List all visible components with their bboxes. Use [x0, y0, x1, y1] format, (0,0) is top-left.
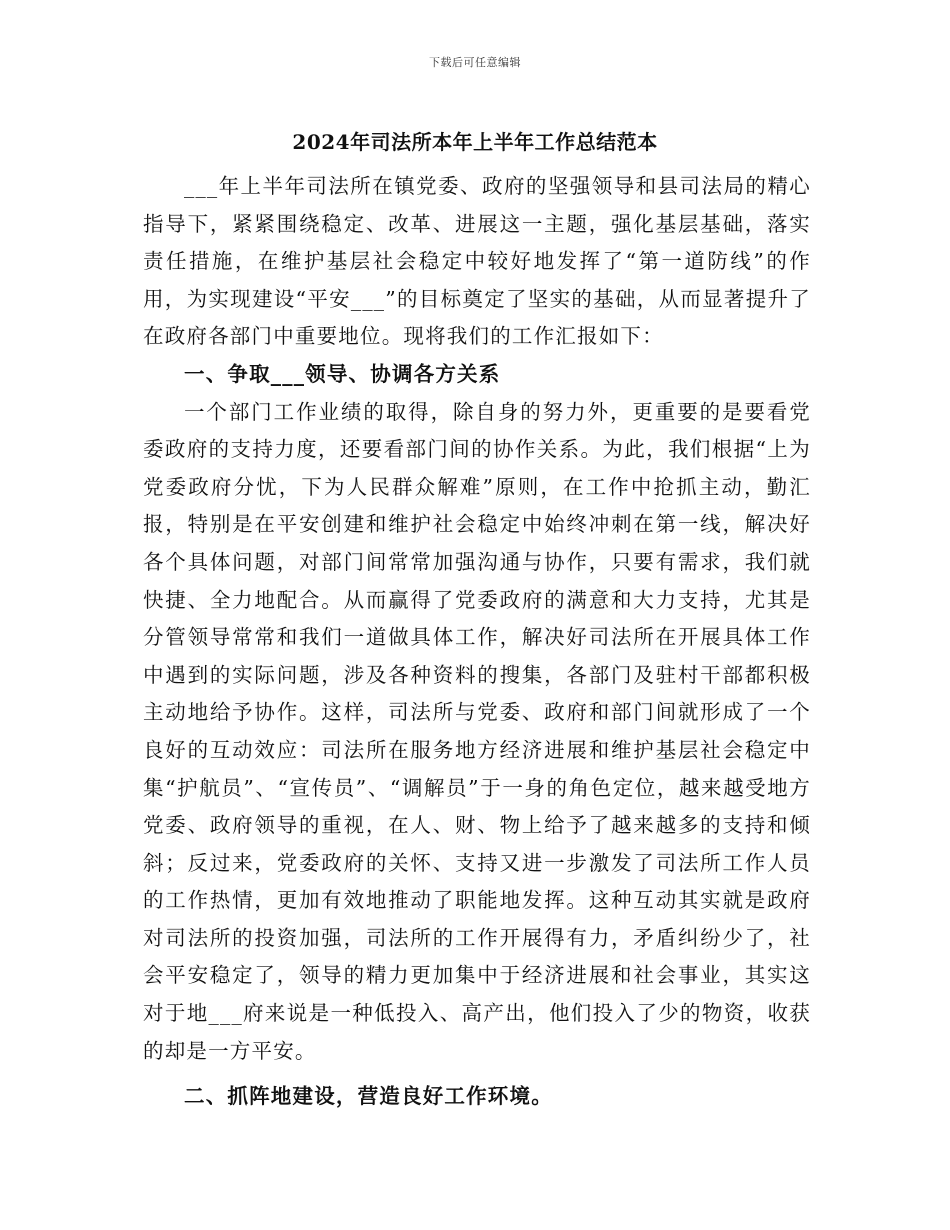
section-1-heading: 一、争取___领导、协调各方关系: [184, 361, 501, 386]
intro-paragraph: ___年上半年司法所在镇党委、政府的坚强领导和县司法局的精心指导下，紧紧围绕稳定、改革、进展这一主题，强化基层基础，落实责任措施，在维护基层社会稳定中较好地发挥了“第一道防线”的作用，为实现建设“平安___”的目标奠定了坚实的基础，从而显著提升了在政府各部门中重要地位。现将我们的工作汇报如下：: [143, 174, 811, 349]
section-1-paragraph: 一个部门工作业绩的取得，除自身的努力外，更重要的是要看党委政府的支持力度，还要看部门间的协作关系。为此，我们根据“上为党委政府分忧，下为人民群众解难”原则，在工作中抢抓主动，勤汇报，特别是在平安创建和维护社会稳定中始终冲刺在第一线，解决好各个具体问题，对部门间常常加强沟通与协作，只要有需求，我们就快捷、全力地配合。从而赢得了党委政府的满意和大力支持，尤其是分管领导常常和我们一道做具体工作，解决好司法所在开展具体工作中遇到的实际问题，涉及各种资料的搜集，各部门及驻村干部都积极主动地给予协作。这样，司法所与党委、政府和部门间就形成了一个良好的互动效应：司法所在服务地方经济进展和维护基层社会稳定中集“护航员”、“宣传员”、“调解员”于一身的角色定位，越来越受地方党委、政府领导的重视，在人、财、物上给予了越来越多的支持和倾斜；反过来，党委政府的关怀、支持又进一步激发了司法所工作人员的工作热情，更加有效地推动了职能地发挥。这种互动其实就是政府对司法所的投资加强，司法所的工作开展得有力，矛盾纠纷少了，社会平安稳定了，领导的精力更加集中于经济进展和社会事业，其实这对于地___府来说是一种低投入、高产出，他们投入了少的物资，收获的却是一方平安。: [143, 399, 811, 1063]
header-note: 下载后可任意编辑: [429, 56, 521, 69]
document-body: [143, 168, 811, 1116]
document-title: 2024年司法所本年上半年工作总结范本: [292, 130, 658, 154]
section-2-heading: 二、抓阵地建设，营造良好工作环境。: [184, 1084, 553, 1109]
